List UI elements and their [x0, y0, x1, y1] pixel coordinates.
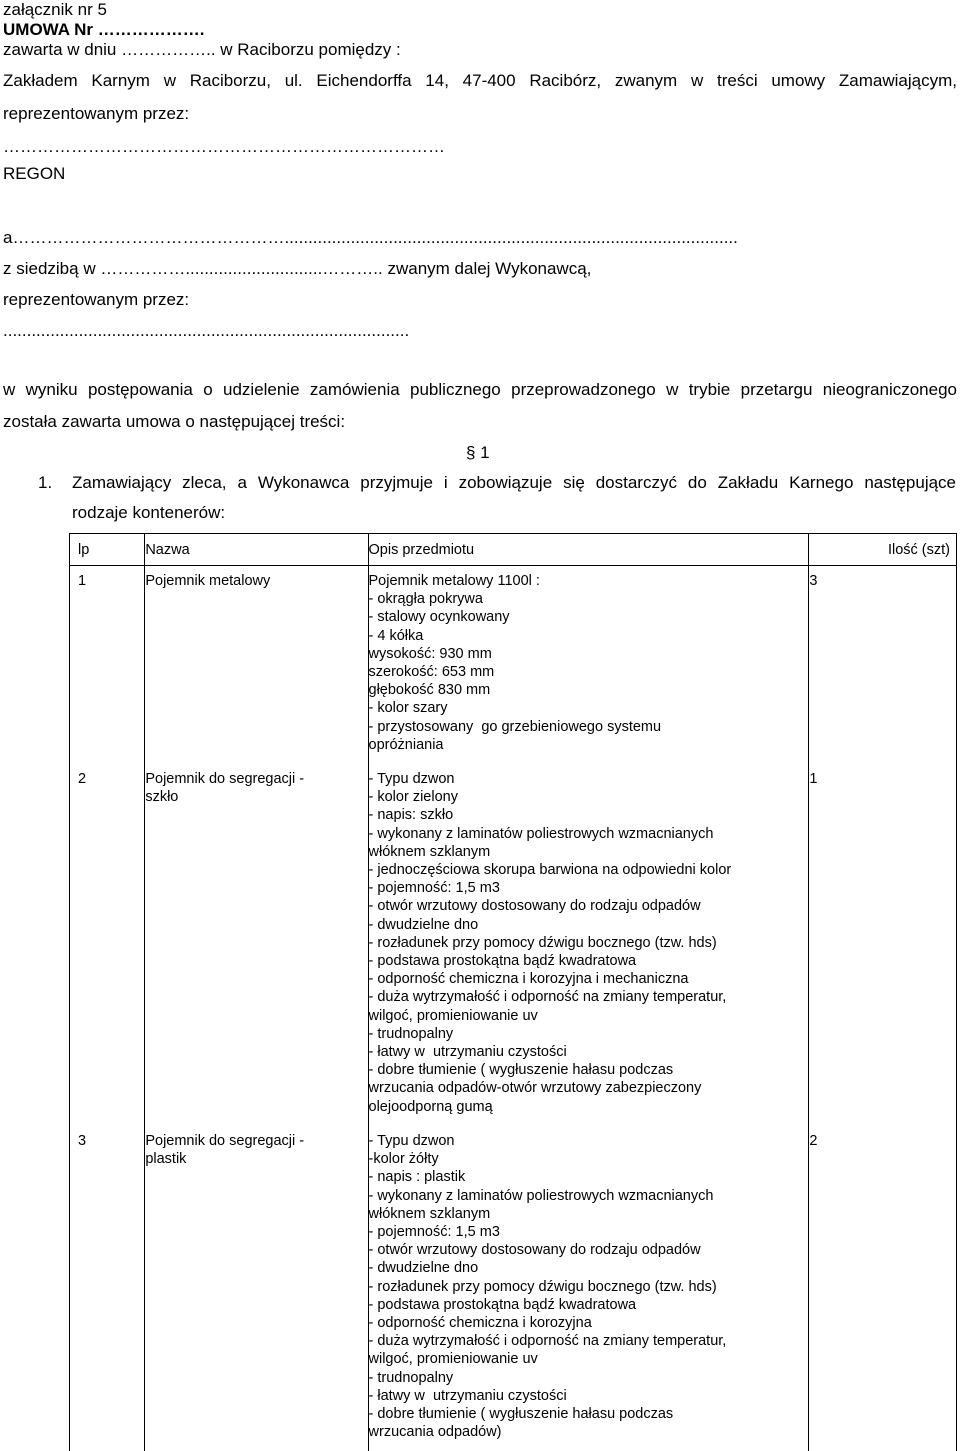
row-quantity: 1	[809, 764, 957, 1126]
row-name: Pojemnik do segregacji - szkło	[145, 771, 305, 806]
description-line: szerokość: 653 mm	[368, 664, 495, 681]
represented-by-label-2: reprezentowanym przez:	[3, 290, 190, 309]
regon-label: REGON	[3, 164, 66, 183]
header-lp: lp	[70, 534, 145, 566]
description-line: - okrągła pokrywa	[368, 591, 483, 608]
party-one-description: Zakładem Karnym w Raciborzu, ul. Eichendorffa 14, 47-400 Racibórz, zwanym w treści umowy Zamawiającym,	[3, 71, 957, 90]
description-line: wrzucania odpadów)	[368, 1424, 502, 1441]
contractor-name-blank: a…………………………………………................................................................................................	[3, 228, 738, 247]
description-line: - kolor szary	[368, 700, 448, 717]
clause-number: 1.	[38, 473, 53, 492]
description-line: wrzucania odpadów-otwór wrzutowy zabezpieczony	[368, 1080, 702, 1097]
description-line: - kolor zielony	[368, 789, 458, 806]
description-line: - dobre tłumienie ( wygłuszenie hałasu podczas	[368, 1405, 674, 1422]
representative-blank-2: ......................................................................................	[3, 321, 410, 340]
description-line: - duża wytrzymałość i odporność na zmiany temperatur,	[368, 989, 727, 1006]
row-description-cell	[368, 566, 809, 765]
row-description-cell	[368, 1126, 809, 1451]
description-line: Pojemnik metalowy 1100l :	[368, 573, 540, 589]
contract-date-place: zawarta w dniu …………….. w Raciborzu pomiędzy :	[3, 40, 401, 59]
clause-text-line-1: Zamawiający zleca, a Wykonawca przyjmuje i zobowiązuje się dostarczyć do Zakładu Karnego następujące	[72, 473, 956, 492]
description-line: wilgoć, promieniowanie uv	[368, 1351, 538, 1368]
row-quantity: 2	[809, 1126, 957, 1451]
row-lp: 3	[70, 1126, 145, 1451]
description-line: - pojemność: 1,5 m3	[368, 880, 500, 897]
description-line: -kolor żółty	[368, 1151, 439, 1168]
row-lp: 2	[70, 764, 145, 1126]
description-line: - dwudzielne dno	[368, 1260, 479, 1277]
description-line: - wykonany z laminatów poliestrowych wzmacnianych	[368, 1187, 714, 1204]
table-row	[70, 764, 957, 1126]
description-line: - Typu dzwon	[368, 771, 455, 788]
contract-number: UMOWA Nr ……………….	[3, 20, 205, 39]
row-quantity: 3	[809, 566, 957, 765]
description-line: - napis: szkło	[368, 807, 454, 824]
header-quantity: Ilość (szt)	[809, 534, 957, 566]
containers-table	[69, 533, 957, 1451]
description-line: - podstawa prostokątna bądź kwadratowa	[368, 953, 637, 970]
description-line: - Typu dzwon	[368, 1132, 455, 1149]
description-line: - wykonany z laminatów poliestrowych wzmacnianych	[368, 825, 714, 842]
description-line: opróżniania	[368, 736, 444, 753]
description-line: - łatwy w utrzymaniu czystości	[368, 1044, 567, 1061]
intro-line-2: została zawarta umowa o następującej treści:	[3, 412, 346, 431]
description-line: włóknem szklanym	[368, 843, 491, 860]
description-line: - odporność chemiczna i korozyjna	[368, 1314, 592, 1331]
description-line: - otwór wrzutowy dostosowany do rodzaju odpadów	[368, 898, 701, 915]
row-name-cell	[145, 1126, 368, 1451]
table-row	[70, 1126, 957, 1451]
intro-line-1: w wyniku postępowania o udzielenie zamówienia publicznego przeprowadzonego w trybie przetargu nieograniczonego	[3, 380, 957, 399]
description-line: - duża wytrzymałość i odporność na zmiany temperatur,	[368, 1333, 727, 1350]
description-line: - podstawa prostokątna bądź kwadratowa	[368, 1296, 637, 1313]
description-line: głębokość 830 mm	[368, 682, 491, 699]
description-line: włóknem szklanym	[368, 1205, 491, 1222]
represented-by-label-1: reprezentowanym przez:	[3, 104, 190, 123]
description-line: - trudnopalny	[368, 1369, 454, 1386]
description-line: - napis : plastik	[368, 1169, 466, 1186]
description-line: wysokość: 930 mm	[368, 645, 492, 662]
description-line: - dobre tłumienie ( wygłuszenie hałasu podczas	[368, 1062, 674, 1079]
row-name: Pojemnik do segregacji - plastik	[145, 1132, 305, 1168]
description-line: - 4 kółka	[368, 627, 424, 644]
description-line: - przystosowany go grzebieniowego systemu	[368, 718, 662, 735]
description-line: - łatwy w utrzymaniu czystości	[368, 1387, 567, 1404]
header-name: Nazwa	[145, 534, 368, 566]
attachment-label: załącznik nr 5	[3, 0, 107, 19]
description-line: - trudnopalny	[368, 1025, 454, 1042]
representative-blank-1: ……………………………………………………………………	[3, 137, 445, 156]
contractor-seat: z siedzibą w …………….............................……….. zwanym dalej Wykonawcą,	[3, 259, 592, 278]
description-line: - rozładunek przy pomocy dźwigu bocznego (tzw. hds)	[368, 934, 717, 951]
header-description: Opis przedmiotu	[368, 534, 809, 566]
row-name-cell	[145, 566, 368, 765]
clause-1	[38, 473, 956, 493]
description-line: wilgoć, promieniowanie uv	[368, 1007, 538, 1024]
description-line: - pojemność: 1,5 m3	[368, 1223, 500, 1240]
row-description-cell	[368, 764, 809, 1126]
description-line: - rozładunek przy pomocy dźwigu bocznego (tzw. hds)	[368, 1278, 717, 1295]
description-line: - odporność chemiczna i korozyjna i mechaniczna	[368, 971, 689, 988]
description-line: - stalowy ocynkowany	[368, 609, 510, 626]
clause-text-line-2: rodzaje kontenerów:	[72, 503, 226, 522]
description-line: olejoodporną gumą	[368, 1098, 493, 1115]
row-name: Pojemnik metalowy	[145, 573, 271, 589]
description-line: - dwudzielne dno	[368, 916, 479, 933]
table-header-row	[70, 534, 957, 566]
description-line: - otwór wrzutowy dostosowany do rodzaju odpadów	[368, 1242, 701, 1259]
section-heading: § 1	[466, 443, 490, 462]
table-row	[70, 566, 957, 765]
row-name-cell	[145, 764, 368, 1126]
description-line: - jednoczęściowa skorupa barwiona na odpowiedni kolor	[368, 862, 732, 879]
row-lp: 1	[70, 566, 145, 765]
